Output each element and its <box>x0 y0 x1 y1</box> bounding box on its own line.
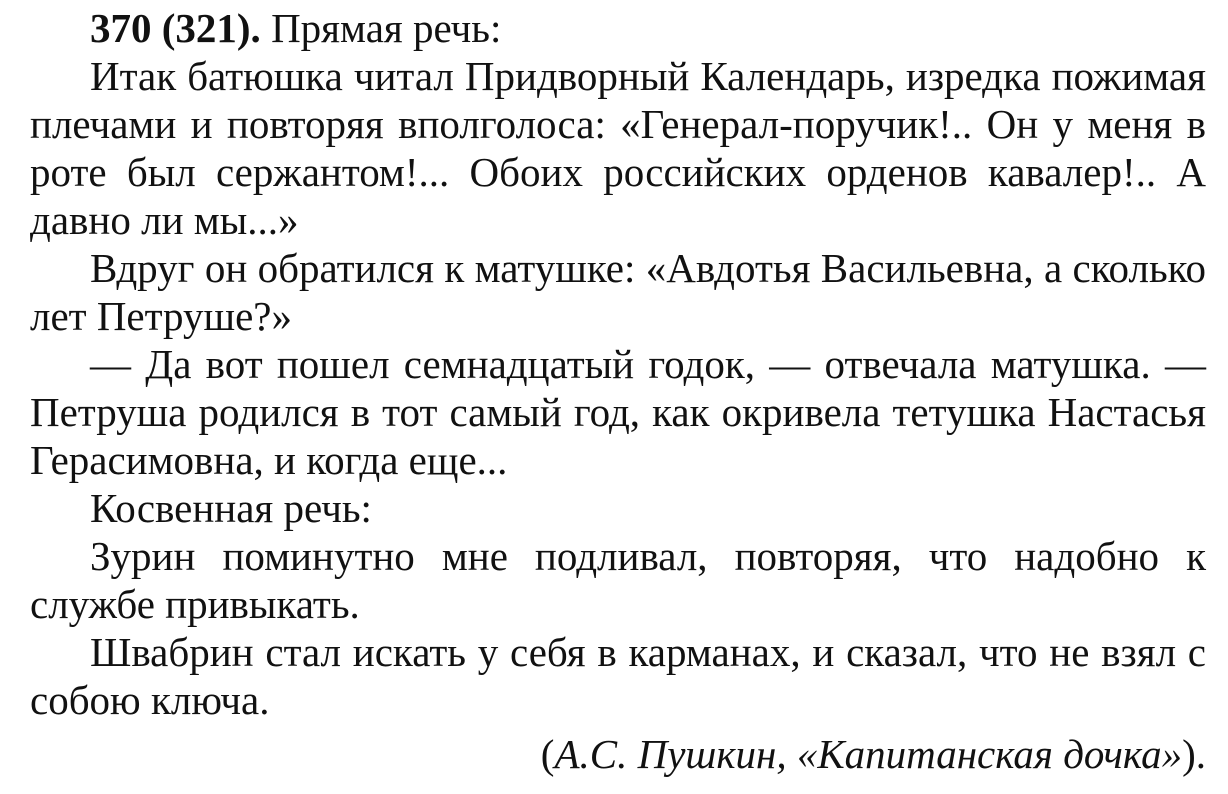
direct-speech-paragraph-1: Итак батюшка читал Придворный Календарь, изредка пожимая плечами и повторяя вполголоса: «Генерал-поручик!.. Он у меня в роте был сержантом!... Обоих российских орденов кавалер!.. А давно ли мы...» <box>30 53 1206 243</box>
exercise-heading <box>30 4 1206 52</box>
direct-speech-paragraph-2: Вдруг он обратился к матушке: «Авдотья Васильевна, а сколько лет Петруше?» <box>30 245 1206 339</box>
source-close-paren: ). <box>1182 731 1206 777</box>
indirect-speech-heading: Косвенная речь: <box>90 485 372 531</box>
source-author-title: А.С. Пушкин, «Капитанская дочка» <box>554 731 1183 777</box>
source-open-paren: ( <box>540 731 555 777</box>
direct-speech-paragraph-3: — Да вот пошел семнадцатый годок, — отвечала матушка. — Петруша родился в тот самый год, как окривела тетушка Настасья Герасимовна, и когда еще... <box>30 341 1206 483</box>
exercise-number: 370 (321). <box>90 5 261 51</box>
exercise-heading-label: Прямая речь: <box>271 5 502 51</box>
indirect-speech-paragraph-2: Швабрин стал искать у себя в карманах, и сказал, что не взял с собою ключа. <box>30 629 1206 723</box>
indirect-speech-paragraph-1: Зурин поминутно мне подливал, повторяя, что надобно к службе привыкать. <box>30 533 1206 627</box>
source-citation <box>30 724 1206 778</box>
